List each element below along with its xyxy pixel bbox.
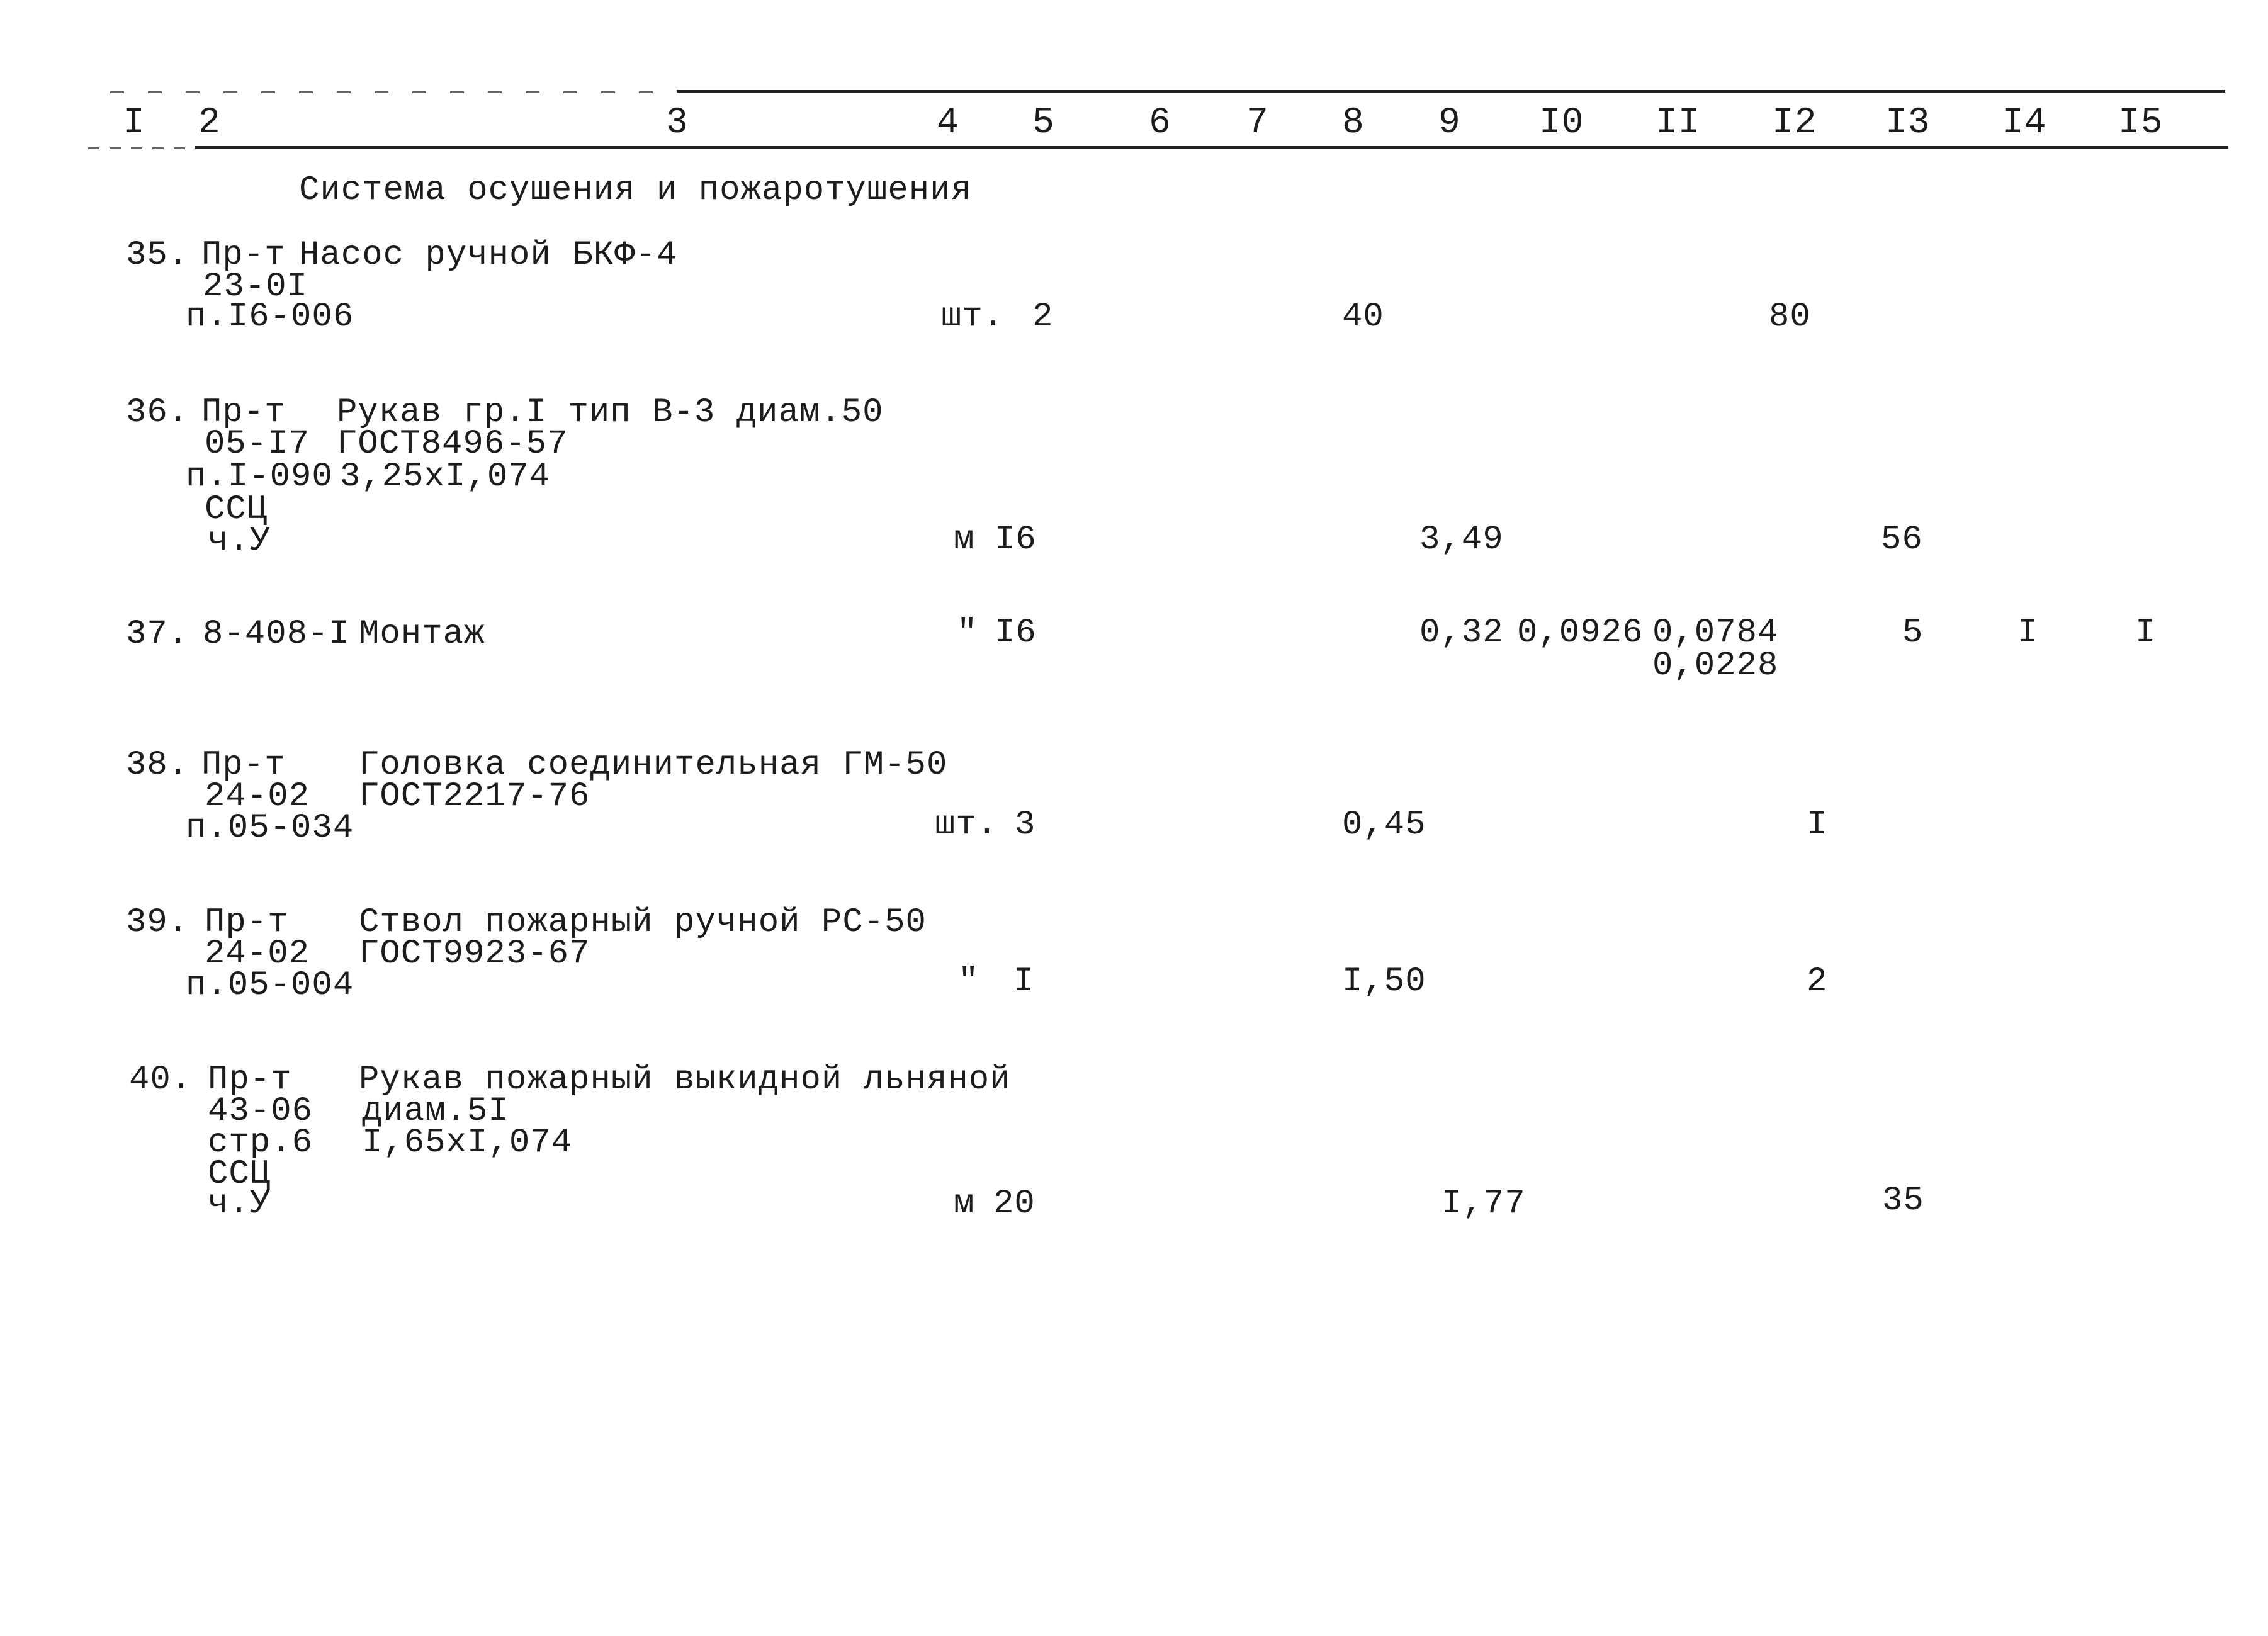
- row-code-line: ч.У: [208, 522, 271, 560]
- row-col-12: 80: [1769, 298, 1811, 336]
- row-col-13: 56: [1881, 521, 1923, 559]
- row-code-line: Пр-т: [201, 393, 286, 432]
- col-header-1: I: [123, 103, 145, 144]
- col-header-4: 4: [937, 103, 959, 144]
- row-col-12: 2: [1807, 962, 1828, 1001]
- row-col-14: I: [2017, 614, 2039, 652]
- col-header-11: II: [1656, 103, 1701, 144]
- row-col-9: 0,32: [1419, 614, 1504, 652]
- top-rule: [677, 90, 2225, 93]
- row-code-line: Пр-т: [205, 903, 289, 942]
- row-unit: шт.: [935, 806, 998, 844]
- row-col-9: I,77: [1441, 1185, 1526, 1223]
- row-quantity: I6: [995, 521, 1037, 559]
- row-description: Ствол пожарный ручной РС-50: [359, 903, 927, 942]
- row-code-line: 23-0I: [203, 268, 308, 306]
- row-code-line: п.I6-006: [186, 298, 354, 336]
- row-description: Рукав гр.I тип В-3 диам.50: [337, 393, 884, 432]
- row-quantity: 2: [1032, 298, 1054, 336]
- row-description: диам.5I: [362, 1092, 509, 1131]
- row-code-line: 24-02: [205, 935, 310, 973]
- row-col-8: 0,45: [1342, 806, 1426, 844]
- row-number: 38.: [126, 746, 189, 784]
- row-code-line: Пр-т: [201, 236, 286, 274]
- col-header-12: I2: [1772, 103, 1817, 144]
- row-col-8: I,50: [1342, 962, 1426, 1001]
- col-header-13: I3: [1885, 103, 1931, 144]
- col-header-6: 6: [1149, 103, 1171, 144]
- col-header-5: 5: [1032, 103, 1055, 144]
- row-number: 37.: [126, 615, 189, 653]
- row-code-line: ч.У: [208, 1185, 271, 1223]
- col-header-14: I4: [2002, 103, 2047, 144]
- row-quantity: I6: [995, 614, 1037, 652]
- col-header-10: I0: [1539, 103, 1584, 144]
- row-number: 40.: [129, 1061, 193, 1099]
- row-col-13: 5: [1902, 614, 1924, 652]
- row-code-line: 43-06: [208, 1092, 313, 1131]
- top-rule-dashed: [110, 91, 677, 93]
- row-description: ГОСТ9923-67: [359, 935, 590, 973]
- col-header-2: 2: [198, 103, 221, 144]
- header-underline-left: [88, 147, 192, 149]
- row-col-13: 35: [1882, 1182, 1924, 1220]
- col-header-9: 9: [1438, 103, 1461, 144]
- row-description: Монтаж: [359, 615, 485, 653]
- row-col-8: 40: [1342, 298, 1384, 336]
- row-description: Рукав пожарный выкидной льняной: [359, 1061, 1011, 1099]
- col-header-15: I5: [2118, 103, 2164, 144]
- row-code-line: ССЦ: [208, 1155, 271, 1193]
- col-header-8: 8: [1342, 103, 1365, 144]
- row-code-line: Пр-т: [208, 1061, 292, 1099]
- row-unit: шт.: [941, 298, 1005, 336]
- section-title: Система осушения и пожаротушения: [299, 171, 972, 210]
- row-description: I,65хI,074: [362, 1124, 573, 1162]
- row-quantity: I: [1013, 962, 1035, 1001]
- row-col-11: 0,0228: [1652, 646, 1779, 685]
- row-col-12: I: [1807, 806, 1828, 844]
- row-description: 3,25хI,074: [340, 458, 551, 496]
- header-underline: [195, 146, 2228, 149]
- row-unit: м: [954, 521, 975, 559]
- row-quantity: 3: [1015, 806, 1036, 844]
- row-number: 39.: [126, 903, 189, 942]
- row-description: ГОСТ8496-57: [337, 425, 568, 463]
- row-col-11: 0,0784: [1652, 614, 1779, 652]
- row-description: Головка соединительная ГМ-50: [359, 746, 948, 784]
- row-col-15: I: [2135, 614, 2157, 652]
- row-description: Насос ручной БКФ-4: [299, 236, 678, 274]
- row-code-line: стр.6: [208, 1124, 313, 1162]
- row-unit: м: [954, 1185, 975, 1223]
- row-col-10: 0,0926: [1517, 614, 1644, 652]
- row-unit: ": [957, 614, 978, 652]
- row-code-line: 24-02: [205, 777, 310, 816]
- row-number: 35.: [126, 236, 189, 274]
- row-code-line: 8-408-I: [203, 615, 350, 653]
- row-col-9: 3,49: [1419, 521, 1504, 559]
- row-unit: ": [958, 962, 979, 1001]
- row-number: 36.: [126, 393, 189, 432]
- row-code-line: Пр-т: [201, 746, 286, 784]
- row-code-line: ССЦ: [205, 490, 268, 529]
- row-code-line: п.05-034: [186, 809, 354, 847]
- col-header-3: 3: [666, 103, 689, 144]
- row-code-line: п.05-004: [186, 966, 354, 1005]
- row-code-line: 05-I7: [205, 425, 310, 463]
- row-quantity: 20: [993, 1185, 1035, 1223]
- row-code-line: п.I-090: [186, 458, 333, 496]
- row-description: ГОСТ2217-76: [359, 777, 590, 816]
- col-header-7: 7: [1246, 103, 1269, 144]
